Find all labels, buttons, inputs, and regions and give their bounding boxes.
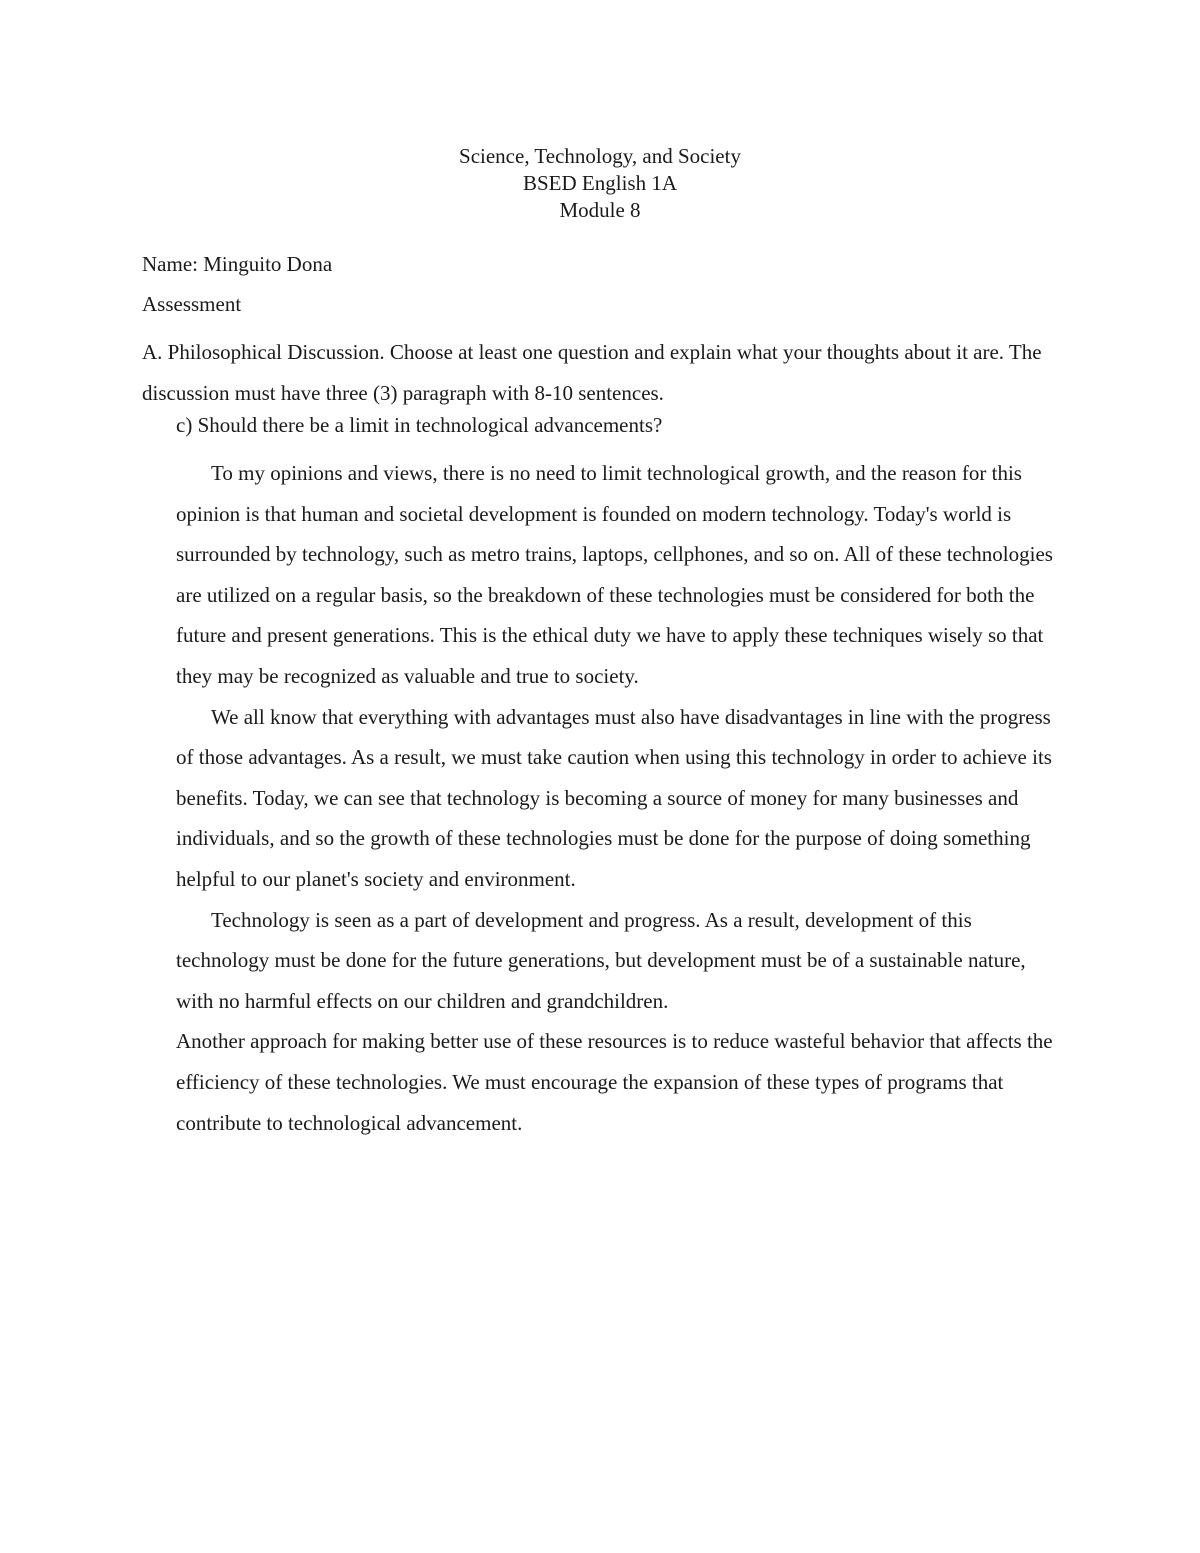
student-name: Name: Minguito Dona	[142, 252, 333, 276]
essay-paragraph: We all know that everything with advantages must also have disadvantages in line with the progress of those advantages. As a result, we must take caution when using this technology in order to achieve its benefits. Today, we can see that technology is becoming a source of money for many businesses and individuals, and so the growth of these technologies must be done for the purpose of doing something helpful to our planet's society and environment.	[176, 704, 1052, 891]
assessment-instructions: A. Philosophical Discussion. Choose at least one question and explain what your thoughts about it are. The discussion must have three (3) paragraph with 8-10 sentences.	[142, 340, 1042, 405]
essay-paragraph: To my opinions and views, there is no need to limit technological growth, and the reason for this opinion is that human and societal development is founded on modern technology. Today's world is surrounded by technology, such as metro trains, laptops, cellphones, and so on. All of these technologies are utilized on a regular basis, so the breakdown of these technologies must be considered for both the future and present generations. This is the ethical duty we have to apply these techniques wisely so that they may be recognized as valuable and true to society.	[176, 461, 1053, 688]
essay-body	[176, 453, 1066, 1143]
essay-paragraph: Technology is seen as a part of development and progress. As a result, development of this technology must be done for the future generations, but development must be of a sustainable nature, with no harmful effects on our children and grandchildren.	[176, 907, 1026, 1013]
module-label: Module 8	[559, 198, 641, 222]
essay-question: c) Should there be a limit in technological advancements?	[176, 413, 663, 437]
section-label: BSED English 1A	[522, 171, 677, 195]
document-header	[0, 143, 1200, 224]
assessment-heading: Assessment	[142, 292, 242, 316]
essay-paragraph: Another approach for making better use of these resources is to reduce wasteful behavior that affects the efficiency of these technologies. We must encourage the expansion of these types of programs that contribute to technological advancement.	[176, 1029, 1053, 1135]
course-title: Science, Technology, and Society	[459, 144, 741, 168]
